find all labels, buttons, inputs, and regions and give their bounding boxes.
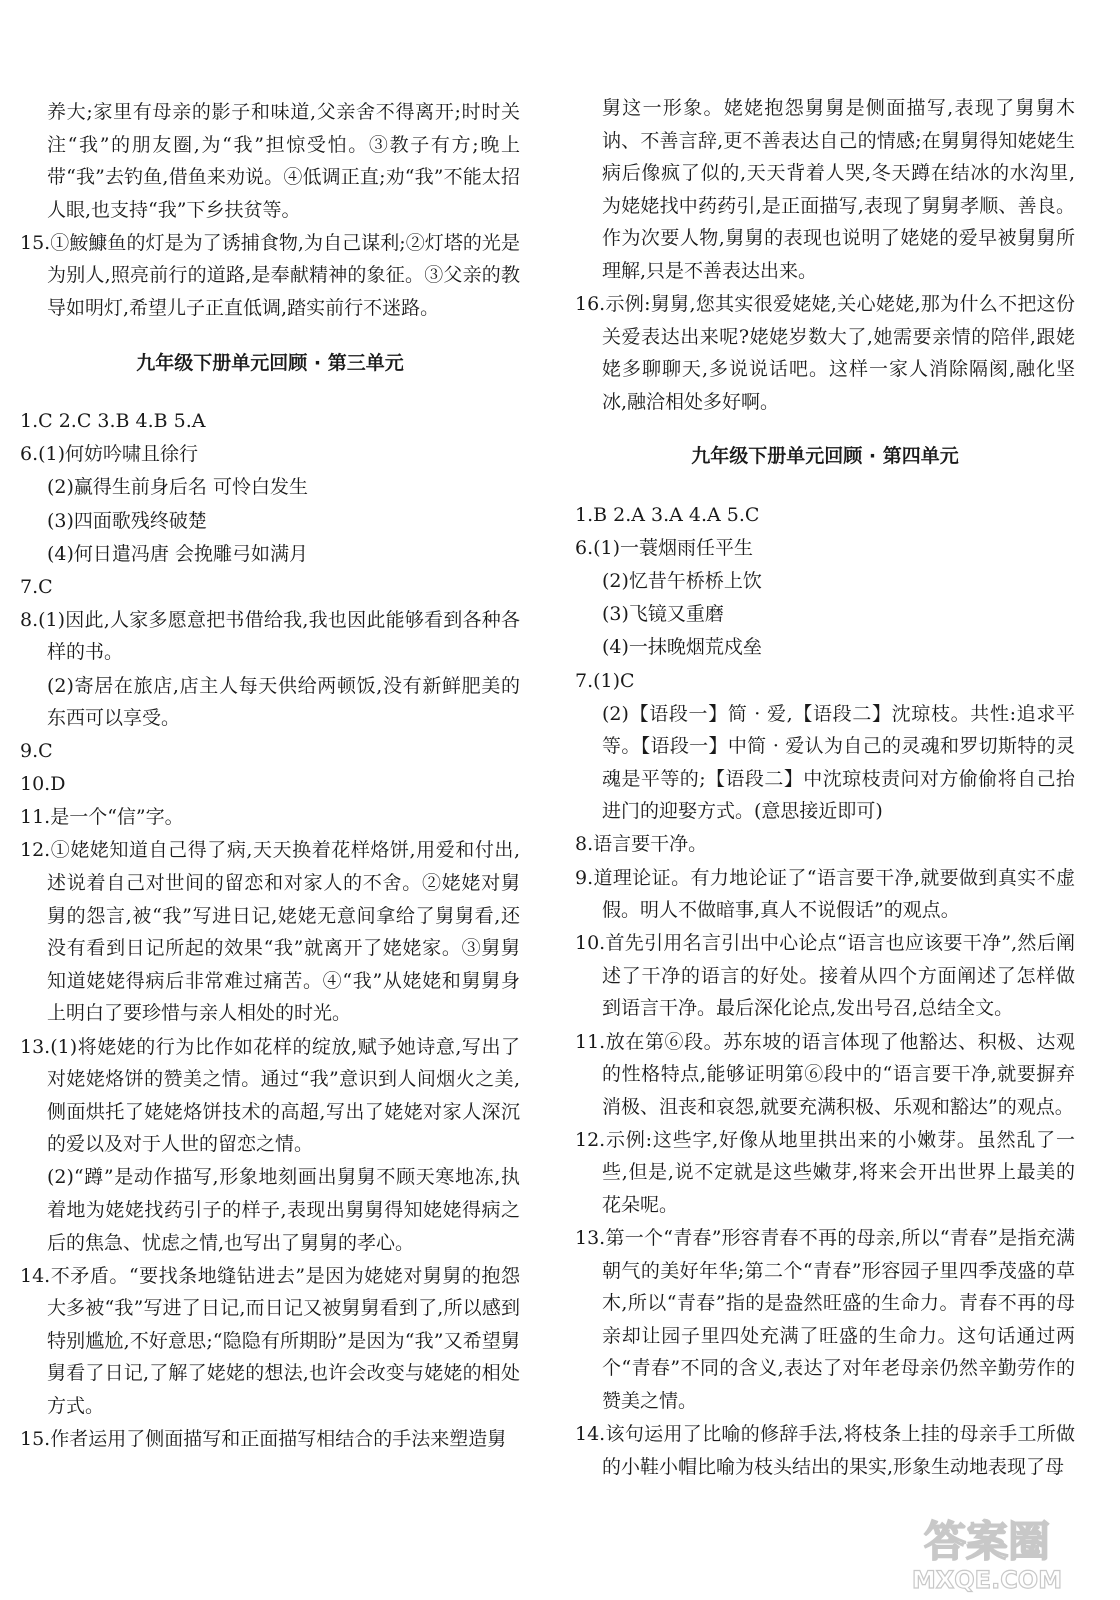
answer-paragraph: (2)寄居在旅店,店主人每天供给两顿饭,没有新鲜肥美的东西可以享受。 bbox=[47, 674, 520, 730]
watermark-logo-text: 答案圈 bbox=[923, 1517, 1051, 1566]
watermark-logo bbox=[882, 1508, 1092, 1594]
answer-paragraph: 14.不矛盾。“要找条地缝钻进去”是因为姥姥对舅舅的抱怨大多被“我”写进了日记,而日记又被舅舅看到了,所以感到特别尴尬,不好意思;“隐隐有所期盼”是因为“我”又希望舅舅看了日记,了解了姥姥的想法,也许会改变与姥姥的相处方式。 bbox=[20, 1264, 520, 1418]
watermark-url: MXQE.COM bbox=[911, 1566, 1063, 1594]
right-column bbox=[575, 92, 1075, 1484]
answer-paragraph: (2)赢得生前身后名 可怜白发生 bbox=[47, 476, 308, 499]
answer-paragraph: 14.该句运用了比喻的修辞手法,将枝条上挂的母亲手工所做的小鞋小帽比喻为枝头结出的果实,形象生动地表现了母 bbox=[575, 1423, 1075, 1478]
answer-paragraph: 8.(1)因此,人家多愿意把书借给我,我也因此能够看到各种各样的书。 bbox=[20, 608, 520, 664]
answer-paragraph: 1.B 2.A 3.A 4.A 5.C bbox=[575, 504, 760, 527]
answer-paragraph: 11.是一个“信”字。 bbox=[20, 806, 184, 829]
answer-paragraph: 15.作者运用了侧面描写和正面描写相结合的手法来塑造舅 bbox=[20, 1428, 507, 1451]
answer-paragraph: 7.C bbox=[20, 575, 53, 598]
answer-paragraph: 10.首先引用名言引出中心论点“语言也应该要干净”,然后阐述了干净的语言的好处。接着从四个方面阐述了怎样做到语言干净。最后深化论点,发出号召,总结全文。 bbox=[575, 932, 1075, 1020]
answer-paragraph: 10.D bbox=[20, 773, 66, 796]
answer-paragraph: 15.①鮟鱇鱼的灯是为了诱捕食物,为自己谋利;②灯塔的光是为别人,照亮前行的道路,是奉献精神的象征。③父亲的教导如明灯,希望儿子正直低调,踏实前行不迷路。 bbox=[20, 231, 520, 320]
answer-paragraph: 12.示例:这些字,好像从地里拱出来的小嫩芽。虽然乱了一些,但是,说不定就是这些嫩芽,将来会开出世界上最美的花朵呢。 bbox=[575, 1128, 1075, 1216]
answer-paragraph: 6.(1)何妨吟啸且徐行 bbox=[20, 443, 199, 466]
answer-paragraph: (4)何日遣冯唐 会挽雕弓如满月 bbox=[47, 542, 308, 565]
answer-paragraph: (2)忆昔午桥桥上饮 bbox=[602, 570, 762, 593]
answer-paragraph: (3)飞镜又重磨 bbox=[602, 603, 724, 626]
answer-paragraph: (2)【语段一】简 · 爱,【语段二】沈琼枝。共性:追求平等。【语段一】中简 · 爱认为自己的灵魂和罗切斯特的灵魂是平等的;【语段二】中沈琼枝责问对方偷偷将自己抬进门的迎娶方式。(意思接近即可) bbox=[602, 702, 1075, 823]
answer-paragraph: 16.示例:舅舅,您其实很爱姥姥,关心姥姥,那为什么不把这份关爱表达出来呢?姥姥岁数大了,她需要亲情的陪伴,跟姥姥多聊聊天,多说说话吧。这样一家人消除隔阂,融化坚冰,融洽相处多好啊。 bbox=[575, 293, 1075, 413]
answer-paragraph: 11.放在第⑥段。苏东坡的语言体现了他豁达、积极、达观的性格特点,能够证明第⑥段中的“语言要干净,就要摒弃消极、沮丧和哀怨,就要充满积极、乐观和豁达”的观点。 bbox=[575, 1030, 1075, 1118]
section-heading: 九年级下册单元回顾 · 第四单元 bbox=[691, 445, 959, 468]
answer-paragraph: 7.(1)C bbox=[575, 669, 635, 692]
answer-paragraph: (3)四面歌残终破楚 bbox=[47, 509, 207, 532]
answer-paragraph: 13.第一个“青春”形容青春不再的母亲,所以“青春”是指充满朝气的美好年华;第二个“青春”形容园子里四季茂盛的草木,所以“青春”指的是盎然旺盛的生命力。青春不再的母亲却让园子里四处充满了旺盛的生命力。这句话通过两个“青春”不同的含义,表达了对年老母亲仍然辛勤劳作的赞美之情。 bbox=[575, 1227, 1075, 1413]
left-column bbox=[20, 96, 520, 1456]
answer-paragraph: 9.C bbox=[20, 740, 53, 763]
answer-paragraph: 12.①姥姥知道自己得了病,天天换着花样烙饼,用爱和付出,述说着自己对世间的留恋和对家人的不舍。②姥姥对舅舅的怨言,被“我”写进日记,姥姥无意间拿给了舅舅看,还没有看到日记所起的效果“我”就离开了姥姥家。③舅舅知道姥姥得病后非常难过痛苦。④“我”从姥姥和舅舅身上明白了要珍惜与亲人相处的时光。 bbox=[20, 839, 520, 1025]
answer-paragraph: (2)“蹲”是动作描写,形象地刻画出舅舅不顾天寒地冻,执着地为姥姥找药引子的样子,表现出舅舅得知姥姥得病之后的焦急、忧虑之情,也写出了舅舅的孝心。 bbox=[47, 1166, 520, 1254]
answer-paragraph: 舅这一形象。姥姥抱怨舅舅是侧面描写,表现了舅舅木讷、不善言辞,更不善表达自己的情感;在舅舅得知姥姥生病后像疯了似的,天天背着人哭,冬天蹲在结冰的水沟里,为姥姥找中药药引,是正面描写,表现了舅舅孝顺、善良。作为次要人物,舅舅的表现也说明了姥姥的爱早被舅舅所理解,只是不善表达出来。 bbox=[602, 97, 1075, 282]
answer-paragraph: 13.(1)将姥姥的行为比作如花样的绽放,赋予她诗意,写出了对姥姥烙饼的赞美之情。通过“我”意识到人间烟火之美,侧面烘托了姥姥烙饼技术的高超,写出了姥姥对家人深沉的爱以及对于人世的留恋之情。 bbox=[20, 1035, 520, 1156]
answer-paragraph: 8.语言要干净。 bbox=[575, 833, 708, 856]
answer-paragraph: 9.道理论证。有力地论证了“语言要干净,就要做到真实不虚假。明人不做暗事,真人不说假话”的观点。 bbox=[575, 866, 1075, 922]
answer-paragraph: 6.(1)一蓑烟雨任平生 bbox=[575, 537, 754, 560]
section-heading: 九年级下册单元回顾 · 第三单元 bbox=[136, 351, 404, 374]
answer-paragraph: (4)一抹晚烟荒戍垒 bbox=[602, 636, 762, 659]
answer-paragraph: 养大;家里有母亲的影子和味道,父亲舍不得离开;时时关注“我”的朋友圈,为“我”担惊受怕。③教子有方;晚上带“我”去钓鱼,借鱼来劝说。④低调正直;劝“我”不能太招人眼,也支持“我”下乡扶贫等。 bbox=[47, 101, 520, 221]
answer-paragraph: 1.C 2.C 3.B 4.B 5.A bbox=[20, 410, 206, 433]
